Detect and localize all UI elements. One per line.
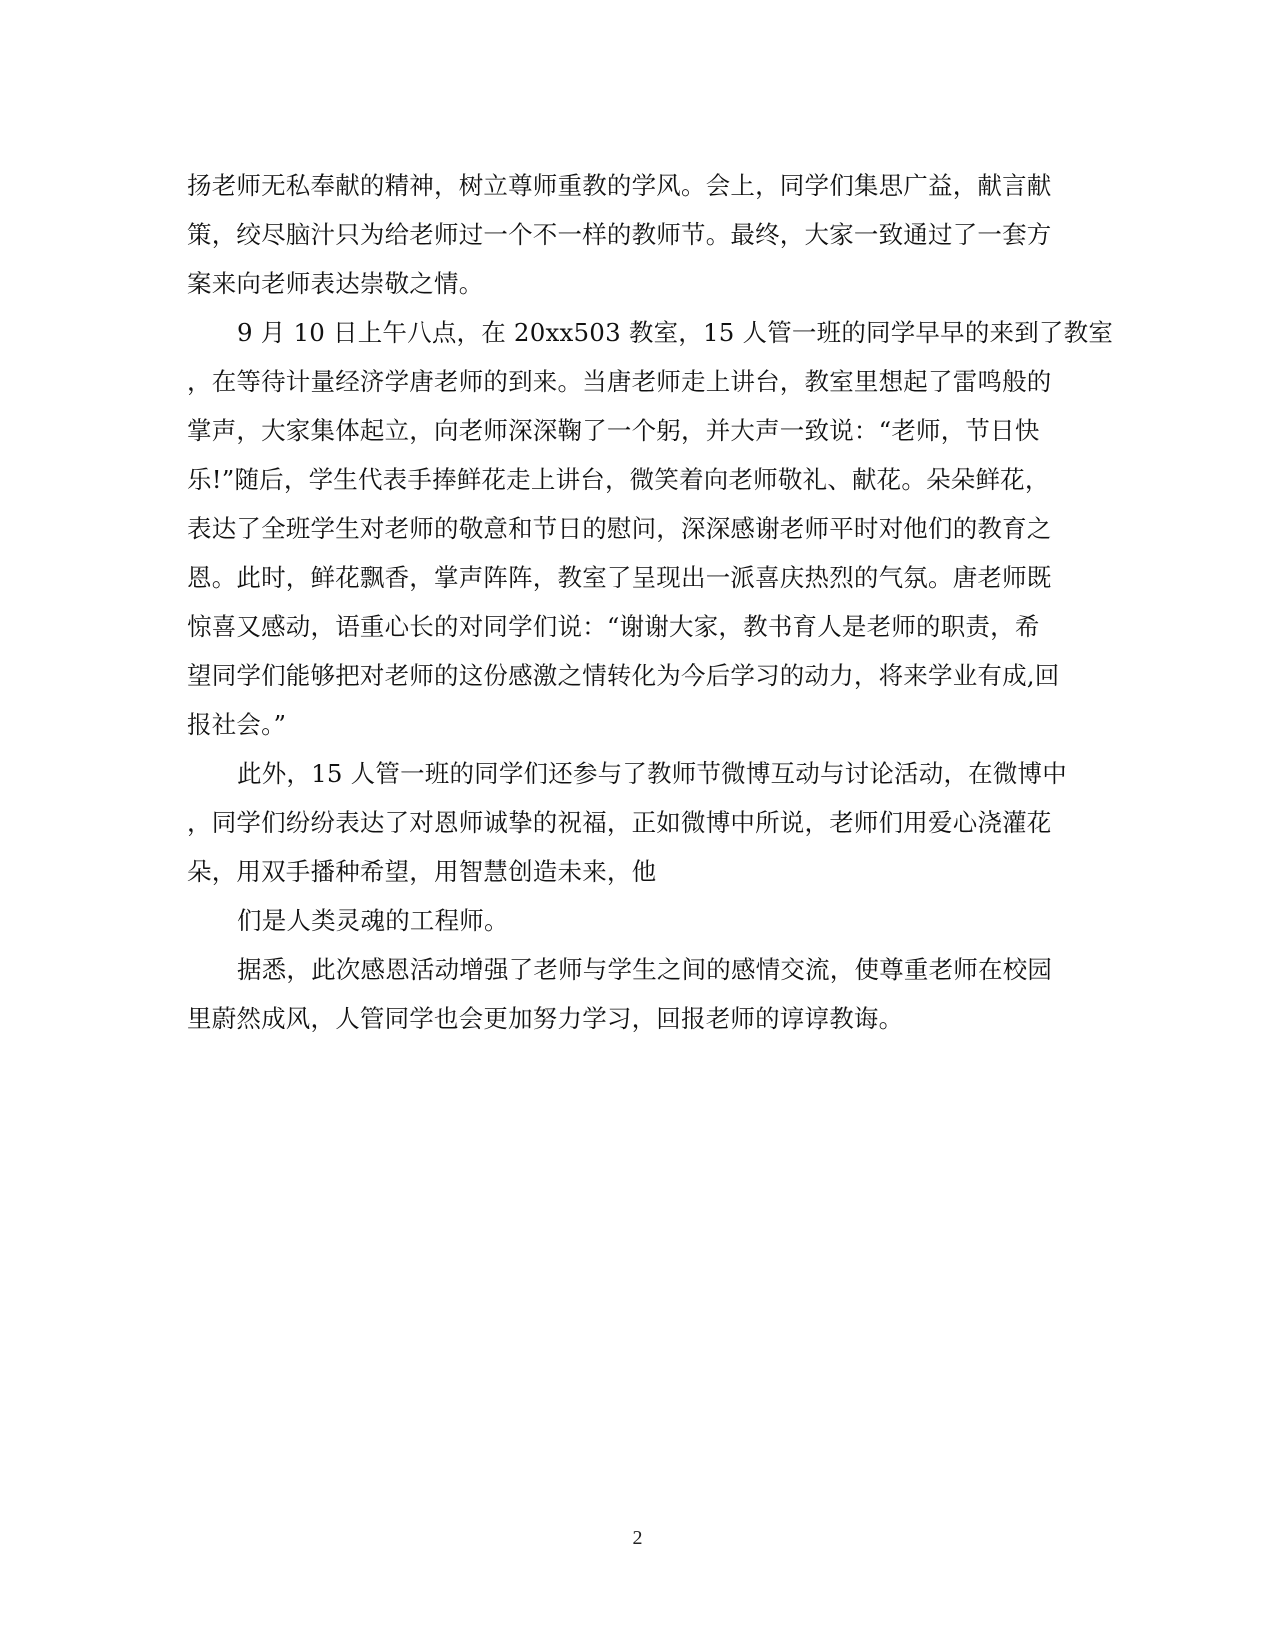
- text-line: 乐!”随后，学生代表手捧鲜花走上讲台，微笑着向老师敬礼、献花。朵朵鲜花，: [187, 465, 1050, 494]
- text-line: 表达了全班学生对老师的敬意和节日的慰问，深深感谢老师平时对他们的教育之: [187, 514, 1052, 543]
- text-line: 据悉，此次感恩活动增强了老师与学生之间的感情交流，使尊重老师在校园: [237, 955, 1053, 984]
- text-line: ，同学们纷纷表达了对恩师诚挚的祝福，正如微博中所说，老师们用爱心浇灌花: [187, 808, 1052, 837]
- text-line: 里蔚然成风，人管同学也会更加努力学习，回报老师的谆谆教诲。: [187, 1004, 904, 1033]
- text-line: ，在等待计量经济学唐老师的到来。当唐老师走上讲台，教室里想起了雷鸣般的: [187, 367, 1052, 396]
- text-line: 恩。此时，鲜花飘香，掌声阵阵，教室了呈现出一派喜庆热烈的气氛。唐老师既: [187, 563, 1052, 592]
- text-line: 案来向老师表达崇敬之情。: [187, 269, 484, 298]
- text-line: 们是人类灵魂的工程师。: [237, 906, 509, 935]
- text-line: 9 月 10 日上午八点，在 20xx503 教室，15 人管一班的同学早早的来到了教室: [237, 318, 1114, 347]
- text-line: 朵，用双手播种希望，用智慧创造未来，他: [187, 857, 657, 886]
- text-line: 惊喜又感动，语重心长的对同学们说：“谢谢大家，教书育人是老师的职责，希: [187, 612, 1040, 641]
- text-line: 报社会。”: [187, 710, 287, 739]
- text-line: 此外，15 人管一班的同学们还参与了教师节微博互动与讨论活动，在微博中: [237, 759, 1067, 788]
- text-line: 掌声，大家集体起立，向老师深深鞠了一个躬，并大声一致说：“老师，节日快: [187, 416, 1040, 445]
- page-number: 2: [632, 1527, 643, 1549]
- text-line: 扬老师无私奉献的精神，树立尊师重教的学风。会上，同学们集思广益，献言献: [187, 171, 1052, 200]
- body-text: [187, 161, 1114, 1043]
- text-line: 望同学们能够把对老师的这份感激之情转化为今后学习的动力，将来学业有成,回: [187, 661, 1060, 690]
- text-line: 策，绞尽脑汁只为给老师过一个不一样的教师节。最终，大家一致通过了一套方: [187, 220, 1052, 249]
